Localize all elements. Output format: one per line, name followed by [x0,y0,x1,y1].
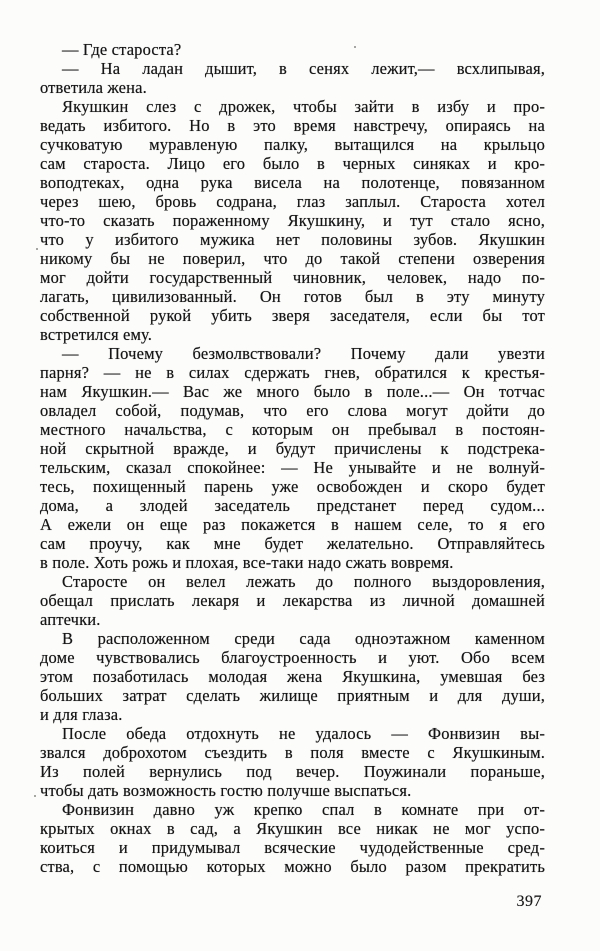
text-line: В расположенном среди сада одноэтажном каменном [62,629,545,648]
text-line: Фонвизин давно уж крепко спал в комнате при от- [62,800,545,819]
text-line: ответила жена. [40,78,147,97]
text-line: собственной рукой убить зверя заседателя, если бы тот [40,306,545,325]
text-line: мог дойти государственный чиновник, человек, надо по- [40,268,545,287]
text-line: — Почему безмолвствовали? Почему дали увезти [62,344,545,363]
text-line: сам проучу, как мне будет желательно. Отправляйтесь [40,534,545,553]
text-line: дома, а злодей заседатель предстанет перед судом... [40,496,545,515]
text-line: коиться и придумывал всяческие чудодейственные сред- [40,838,545,857]
text-line: в поле. Хоть рожь и плохая, все-таки надо сжать вовремя. [40,553,454,572]
text-line: и для глаза. [40,705,123,724]
text-line: Старосте он велел лежать до полного выздоровления, [62,572,545,591]
scan-speck [354,46,356,48]
text-line: ства, с помощью которых можно было разом прекратить [40,857,545,876]
text-line: этом позаботилась молодая жена Якушкина, умевшая без [40,667,545,686]
paragraph [40,40,545,59]
text-line: После обеда отдохнуть не удалось — Фонвизин вы- [62,724,545,743]
text-line: больших затрат сделать жилище приятным и для души, [40,686,545,705]
text-line: аптечки. [40,610,101,629]
text-line: — На ладан дышит, в сенях лежит,— всхлипывая, [62,59,545,78]
paragraph [40,800,545,876]
text-line: Якушкин слез с дрожек, чтобы зайти в избу и про- [62,97,545,116]
text-line: овладел собой, подумав, что его слова могут дойти до [40,401,545,420]
text-line: местного начальства, с которым он пребывал в постоян- [40,420,545,439]
text-line: что-то сказать пораженному Якушкину, и тут стало ясно, [40,211,545,230]
text-line: сам староста. Лицо его было в черных синяках и кро- [40,154,545,173]
text-block [40,40,545,876]
text-line: ной скрытной вражде, и будут причислены к подстрека- [40,439,545,458]
text-line: воподтеках, одна рука висела на полотенце, повязанном [40,173,545,192]
scan-speck [36,248,38,250]
text-line: лагать, цивилизованный. Он готов был в эту минуту [40,287,545,306]
text-line: А ежели он еще раз покажется в нашем селе, то я его [40,515,545,534]
text-line: тельским, сказал спокойнее: — Не унывайте и не волнуй- [40,458,545,477]
text-line: парня? — не в силах сдержать гнев, обратился к крестья- [40,363,545,382]
page-number: 397 [516,893,542,910]
scan-speck [34,795,36,797]
paragraph [40,59,545,97]
text-line: звался доброхотом съездить в поля вместе с Якушкиным. [40,743,545,762]
text-line: тесь, похищенный парень уже освобожден и скоро будет [40,477,545,496]
text-line: нам Якушкин.— Вас же много было в поле...— Он тотчас [40,382,545,401]
text-line: встретился ему. [40,325,153,344]
text-line: никому бы не поверил, что до такой степени озверения [40,249,545,268]
text-line: доме чувствовались благоустроенность и уют. Обо всем [40,648,545,667]
paragraph [40,344,545,572]
paragraph [40,572,545,629]
text-line: Из полей вернулись под вечер. Поужинали пораньше, [40,762,545,781]
paragraph [40,97,545,344]
text-line: что у избитого мужика нет половины зубов. Якушкин [40,230,545,249]
paragraph [40,724,545,800]
text-line: сучковатую муравленую палку, вытащился на крыльцо [40,135,545,154]
paragraph [40,629,545,724]
text-line: чтобы дать возможность гостю получше выспаться. [40,781,412,800]
text-line: через шею, бровь содрана, глаз заплыл. Староста хотел [40,192,545,211]
text-line: обещал прислать лекаря и лекарства из личной домашней [40,591,545,610]
text-line: — Где староста? [62,40,182,59]
text-line: крытых окнах в сад, а Якушкин все никак не мог успо- [40,819,545,838]
text-line: ведать избитого. Но в это время навстречу, опираясь на [40,116,545,135]
